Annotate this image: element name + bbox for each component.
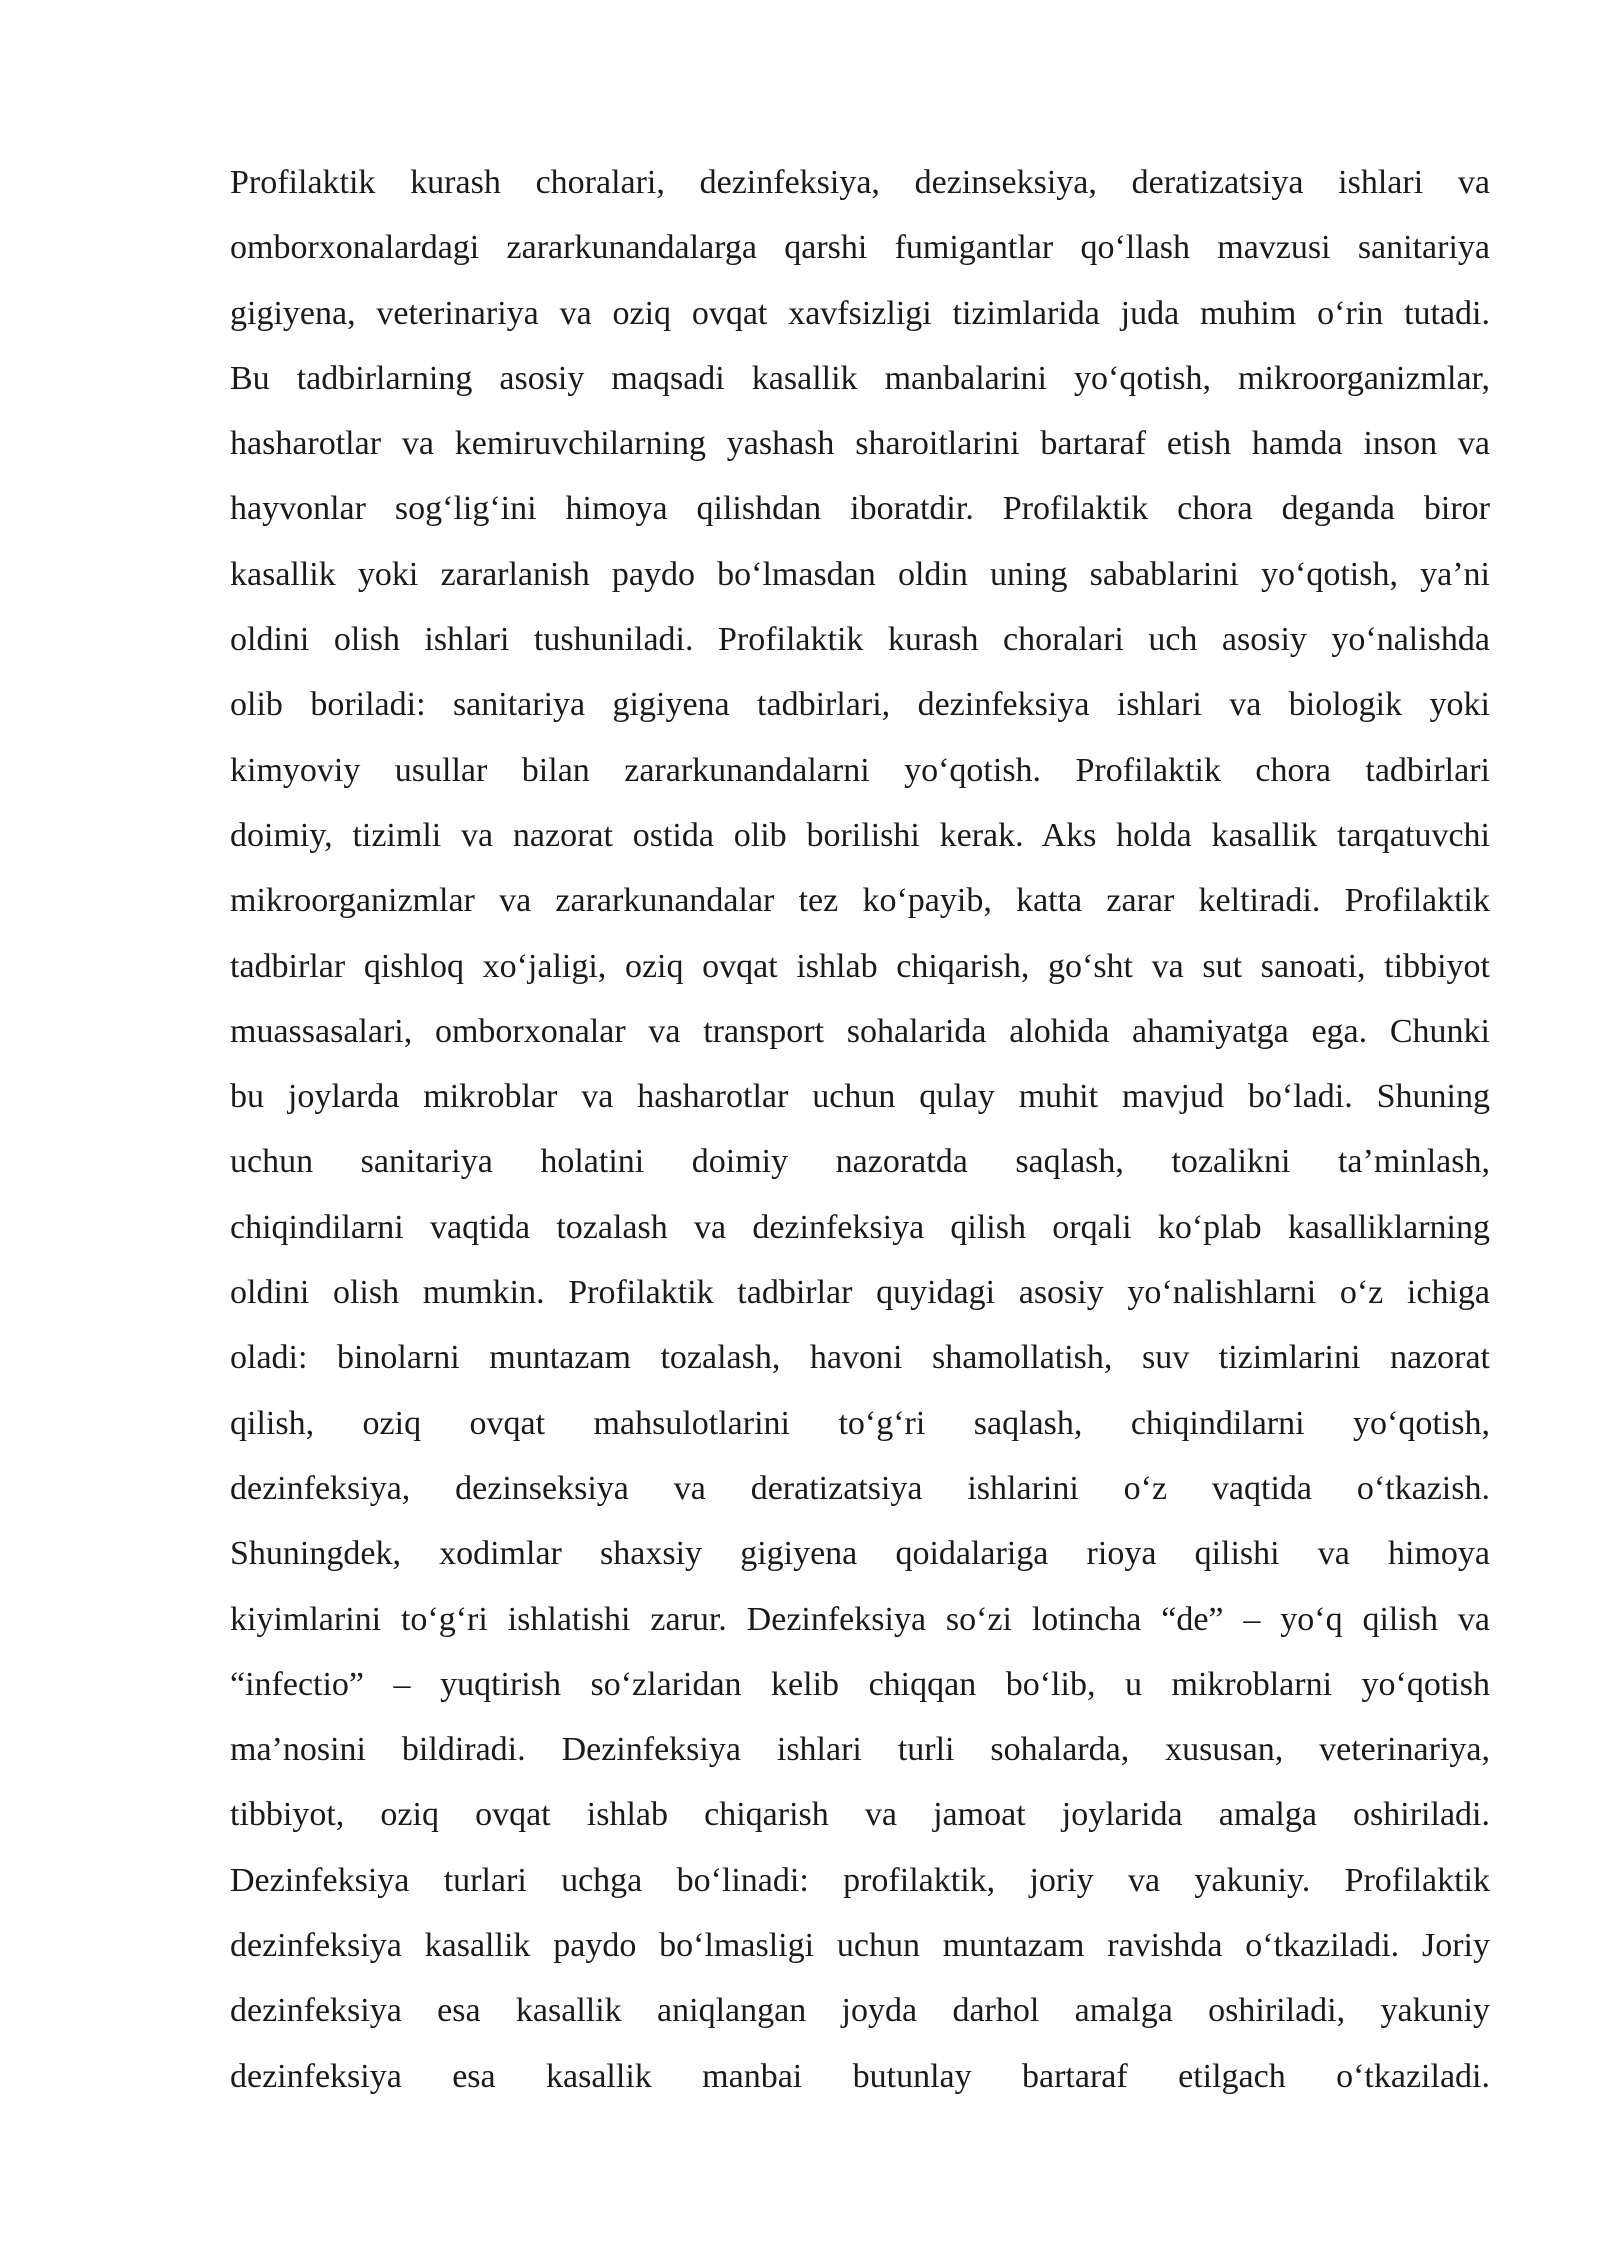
text-line: Shuningdek, xodimlar shaxsiy gigiyena qoidalariga rioya qilishi va himoya	[230, 1535, 1490, 1573]
text-line: kiyimlarini to‘g‘ri ishlatishi zarur. Dezinfeksiya so‘zi lotincha “de” – yo‘q qilish va	[230, 1600, 1490, 1638]
text-line: tadbirlar qishloq xo‘jaligi, oziq ovqat ishlab chiqarish, go‘sht va sut sanoati, tibbiyot	[230, 947, 1490, 985]
text-line: oladi: binolarni muntazam tozalash, havoni shamollatish, suv tizimlarini nazorat	[230, 1339, 1490, 1377]
text-line: muassasalari, omborxonalar va transport sohalarida alohida ahamiyatga ega. Chunki	[230, 1012, 1490, 1050]
text-line: tibbiyot, oziq ovqat ishlab chiqarish va jamoat joylarida amalga oshiriladi.	[230, 1796, 1490, 1834]
text-line: chiqindilarni vaqtida tozalash va dezinfeksiya qilish orqali ko‘plab kasalliklarning	[230, 1208, 1490, 1246]
text-line: omborxonalardagi zararkunandalarga qarshi fumigantlar qo‘llash mavzusi sanitariya	[230, 229, 1490, 267]
text-line: Dezinfeksiya turlari uchga bo‘linadi: profilaktik, joriy va yakuniy. Profilaktik	[230, 1861, 1490, 1899]
text-line: ma’nosini bildiradi. Dezinfeksiya ishlari turli sohalarda, xususan, veterinariya,	[230, 1731, 1490, 1769]
text-line: oldini olish ishlari tushuniladi. Profilaktik kurash choralari uch asosiy yo‘nalishda	[230, 621, 1490, 659]
text-line: kimyoviy usullar bilan zararkunandalarni yo‘qotish. Profilaktik chora tadbirlari	[230, 751, 1490, 789]
text-line: dezinfeksiya, dezinseksiya va deratizatsiya ishlarini o‘z vaqtida o‘tkazish.	[230, 1469, 1490, 1507]
text-line: Profilaktik kurash choralari, dezinfeksiya, dezinseksiya, deratizatsiya ishlari va	[230, 164, 1490, 201]
text-line: “infectio” – yuqtirish so‘zlaridan kelib chiqqan bo‘lib, u mikroblarni yo‘qotish	[230, 1665, 1490, 1703]
text-line: doimiy, tizimli va nazorat ostida olib borilishi kerak. Aks holda kasallik tarqatuvchi	[230, 816, 1490, 854]
text-line: dezinfeksiya esa kasallik manbai butunlay bartaraf etilgach o‘tkaziladi.	[230, 2057, 1490, 2095]
text-line: bu joylarda mikroblar va hasharotlar uchun qulay muhit mavjud bo‘ladi. Shuning	[230, 1078, 1490, 1116]
text-line: Bu tadbirlarning asosiy maqsadi kasallik manbalarini yo‘qotish, mikroorganizmlar,	[230, 359, 1490, 397]
text-line: dezinfeksiya esa kasallik aniqlangan joyda darhol amalga oshiriladi, yakuniy	[230, 1992, 1490, 2030]
text-line: oldini olish mumkin. Profilaktik tadbirlar quyidagi asosiy yo‘nalishlarni o‘z ichiga	[230, 1274, 1490, 1312]
text-line: kasallik yoki zararlanish paydo bo‘lmasdan oldin uning sabablarini yo‘qotish, ya’ni	[230, 555, 1490, 593]
text-line: qilish, oziq ovqat mahsulotlarini to‘g‘ri saqlash, chiqindilarni yo‘qotish,	[230, 1404, 1490, 1442]
text-line: hayvonlar sog‘lig‘ini himoya qilishdan iboratdir. Profilaktik chora deganda biror	[230, 490, 1490, 528]
text-line: olib boriladi: sanitariya gigiyena tadbirlari, dezinfeksiya ishlari va biologik yoki	[230, 686, 1490, 724]
text-line: mikroorganizmlar va zararkunandalar tez ko‘payib, katta zarar keltiradi. Profilaktik	[230, 882, 1490, 920]
text-line: dezinfeksiya kasallik paydo bo‘lmasligi uchun muntazam ravishda o‘tkaziladi. Joriy	[230, 1927, 1490, 1965]
text-line: hasharotlar va kemiruvchilarning yashash sharoitlarini bartaraf etish hamda inson va	[230, 425, 1490, 463]
text-line: uchun sanitariya holatini doimiy nazoratda saqlash, tozalikni ta’minlash,	[230, 1143, 1490, 1181]
text-line: gigiyena, veterinariya va oziq ovqat xavfsizligi tizimlarida juda muhim o‘rin tutadi.	[230, 294, 1490, 332]
body-paragraph	[230, 150, 1490, 2109]
